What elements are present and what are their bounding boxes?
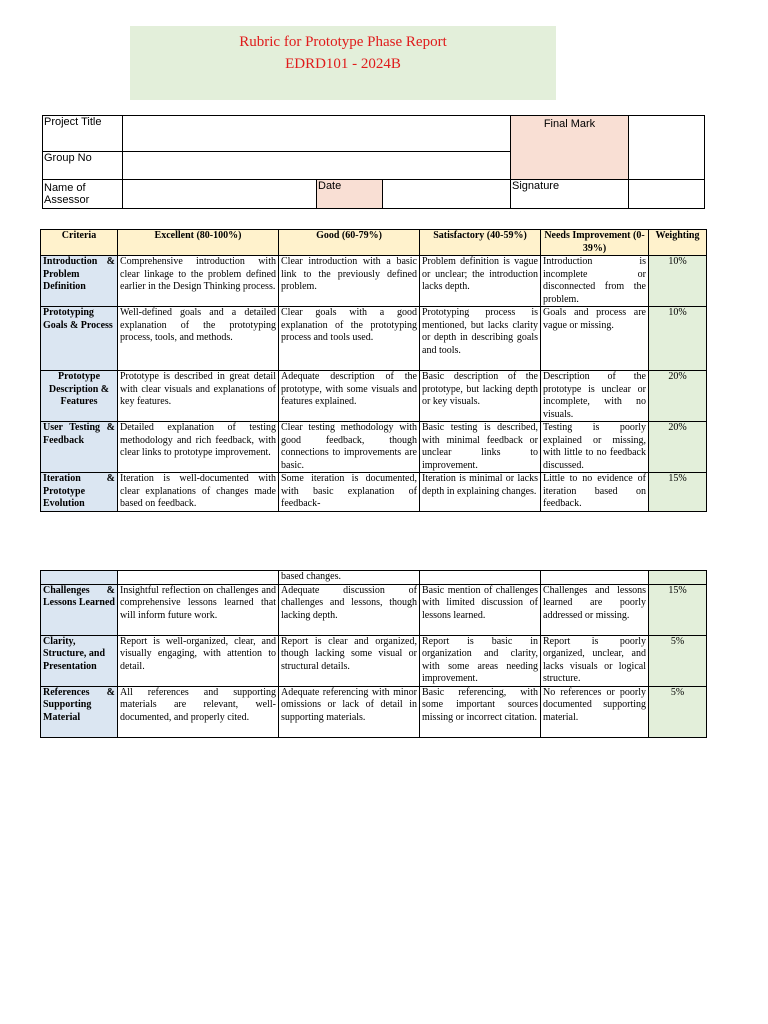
date-field[interactable] [383,180,511,209]
needs-improvement-cell: Testing is poorly explained or missing, with little to no feedback discussed. [541,422,649,473]
weighting-cell: 5% [649,686,707,737]
needs-improvement-cell: Goals and process are vague or missing. [541,307,649,371]
table-row [41,307,707,371]
satisfactory-cell: Iteration is minimal or lacks depth in explaining changes. [420,473,541,512]
good-cell: based changes. [279,571,420,585]
needs-improvement-cell: Little to no evidence of iteration based on feedback. [541,473,649,512]
weighting-cell [649,571,707,585]
needs-improvement-cell: Challenges and lessons learned are poorly addressed or missing. [541,584,649,635]
criteria-cell: Clarity, Structure, and Presentation [41,635,118,686]
date-label: Date [317,180,383,209]
document-title-box [130,26,556,100]
assessment-info-table [42,115,705,209]
satisfactory-cell [420,571,541,585]
satisfactory-cell: Problem definition is vague or unclear; the introduction lacks depth. [420,256,541,307]
rubric-table-continued [40,570,707,738]
excellent-cell: Detailed explanation of testing methodology and rich feedback, with clear links to prototype improvement. [118,422,279,473]
criteria-cell: Challenges & Lessons Learned [41,584,118,635]
criteria-cell [41,571,118,585]
table-row [41,635,707,686]
good-cell: Clear goals with a good explanation of the prototyping process and tools used. [279,307,420,371]
satisfactory-cell: Prototyping process is mentioned, but lacks clarity or depth in describing goals and tools. [420,307,541,371]
weighting-cell: 15% [649,584,707,635]
good-cell: Some iteration is documented, with basic explanation of feedback- [279,473,420,512]
satisfactory-cell: Basic mention of challenges with limited discussion of lessons learned. [420,584,541,635]
criteria-cell: References & Supporting Material [41,686,118,737]
criteria-cell: User Testing & Feedback [41,422,118,473]
satisfactory-cell: Report is basic in organization and clarity, with some areas needing improvement. [420,635,541,686]
excellent-cell [118,571,279,585]
assessor-label: Name of Assessor [43,180,123,209]
assessor-field[interactable] [123,180,317,209]
table-row [41,571,707,585]
excellent-cell: Comprehensive introduction with clear linkage to the problem defined earlier in the Design Thinking process. [118,256,279,307]
needs-improvement-cell: Report is poorly organized, unclear, and lacks visuals or logical structure. [541,635,649,686]
satisfactory-cell: Basic referencing, with some important sources missing or incorrect citation. [420,686,541,737]
good-cell: Adequate discussion of challenges and lessons, though lacking depth. [279,584,420,635]
criteria-cell: Prototyping Goals & Process [41,307,118,371]
signature-label: Signature [511,180,629,209]
criteria-cell: Introduction & Problem Definition [41,256,118,307]
good-cell: Adequate referencing with minor omissions or lack of detail in supporting materials. [279,686,420,737]
good-cell: Clear introduction with a basic link to the previously defined problem. [279,256,420,307]
excellent-cell: Insightful reflection on challenges and comprehensive lessons learned that will inform future work. [118,584,279,635]
col-header-needs-improvement: Needs Improvement (0-39%) [541,230,649,256]
rubric-table [40,229,707,512]
final-mark-label: Final Mark [511,116,629,180]
project-title-field[interactable] [123,116,511,152]
excellent-cell: Iteration is well-documented with clear explanations of changes made based on feedback. [118,473,279,512]
weighting-cell: 20% [649,371,707,422]
project-title-label: Project Title [43,116,123,152]
good-cell: Adequate description of the prototype, with some visuals and features explained. [279,371,420,422]
col-header-excellent: Excellent (80-100%) [118,230,279,256]
course-code: EDRD101 - 2024B [285,56,401,72]
good-cell: Clear testing methodology with good feedback, though connections to improvements are basic. [279,422,420,473]
needs-improvement-cell: Description of the prototype is unclear or incomplete, with no visuals. [541,371,649,422]
col-header-criteria: Criteria [41,230,118,256]
satisfactory-cell: Basic description of the prototype, but lacking depth or key visuals. [420,371,541,422]
needs-improvement-cell: Introduction is incomplete or disconnected from the problem. [541,256,649,307]
group-no-label: Group No [43,152,123,180]
table-row [41,256,707,307]
final-mark-field[interactable] [629,116,705,180]
table-row [41,371,707,422]
criteria-cell: Prototype Description & Features [41,371,118,422]
table-row [41,422,707,473]
weighting-cell: 10% [649,307,707,371]
weighting-cell: 10% [649,256,707,307]
document-title: Rubric for Prototype Phase Report [239,34,447,50]
table-row [41,584,707,635]
group-no-field[interactable] [123,152,511,180]
signature-field[interactable] [629,180,705,209]
col-header-good: Good (60-79%) [279,230,420,256]
excellent-cell: Prototype is described in great detail with clear visuals and explanations of key features. [118,371,279,422]
weighting-cell: 20% [649,422,707,473]
col-header-weighting: Weighting [649,230,707,256]
table-row [41,473,707,512]
excellent-cell: Well-defined goals and a detailed explanation of the prototyping process, tools, and methods. [118,307,279,371]
table-row [41,686,707,737]
criteria-cell: Iteration & Prototype Evolution [41,473,118,512]
excellent-cell: Report is well-organized, clear, and visually engaging, with attention to detail. [118,635,279,686]
weighting-cell: 15% [649,473,707,512]
needs-improvement-cell: No references or poorly documented supporting material. [541,686,649,737]
good-cell: Report is clear and organized, though lacking some visual or structural details. [279,635,420,686]
weighting-cell: 5% [649,635,707,686]
excellent-cell: All references and supporting materials are relevant, well-documented, and properly cited. [118,686,279,737]
needs-improvement-cell [541,571,649,585]
satisfactory-cell: Basic testing is described, with minimal feedback or unclear links to improvement. [420,422,541,473]
col-header-satisfactory: Satisfactory (40-59%) [420,230,541,256]
